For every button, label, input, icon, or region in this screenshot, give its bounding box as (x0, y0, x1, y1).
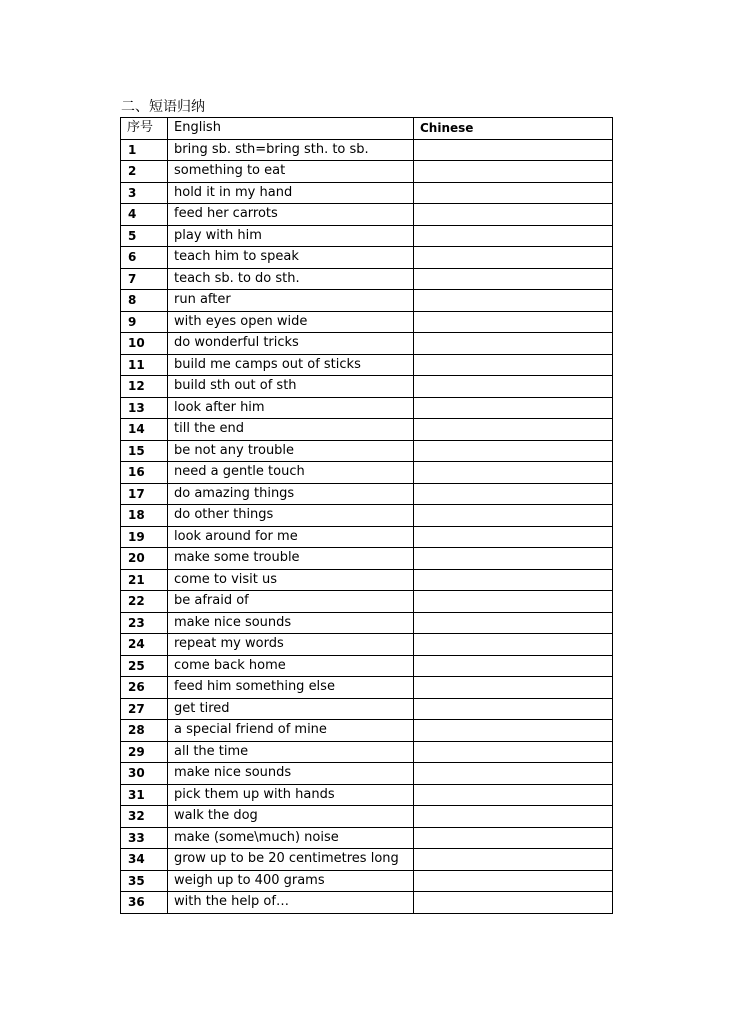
table-row (121, 333, 613, 355)
table-row (121, 161, 613, 183)
table-row (121, 182, 613, 204)
table-row (121, 698, 613, 720)
row-number: 27 (121, 698, 168, 720)
row-english: till the end (168, 419, 414, 441)
row-chinese (414, 763, 613, 785)
row-english: walk the dog (168, 806, 414, 828)
table-row (121, 225, 613, 247)
section-title: 二、短语归纳 (121, 99, 205, 115)
row-number: 6 (121, 247, 168, 269)
row-english: do other things (168, 505, 414, 527)
row-english: grow up to be 20 centimetres long (168, 849, 414, 871)
table-row (121, 440, 613, 462)
row-english: pick them up with hands (168, 784, 414, 806)
row-english: come back home (168, 655, 414, 677)
row-english: weigh up to 400 grams (168, 870, 414, 892)
header-english: English (168, 118, 414, 140)
row-number: 26 (121, 677, 168, 699)
table-row (121, 569, 613, 591)
table-row (121, 870, 613, 892)
row-english: something to eat (168, 161, 414, 183)
row-english: a special friend of mine (168, 720, 414, 742)
table-row (121, 247, 613, 269)
row-chinese (414, 440, 613, 462)
row-number: 1 (121, 139, 168, 161)
row-number: 16 (121, 462, 168, 484)
row-chinese (414, 225, 613, 247)
table-row (121, 268, 613, 290)
row-chinese (414, 268, 613, 290)
row-english: look after him (168, 397, 414, 419)
row-number: 9 (121, 311, 168, 333)
table-row (121, 591, 613, 613)
header-number: 序号 (121, 118, 168, 140)
row-number: 35 (121, 870, 168, 892)
row-number: 10 (121, 333, 168, 355)
row-chinese (414, 419, 613, 441)
table-row (121, 139, 613, 161)
row-chinese (414, 870, 613, 892)
row-chinese (414, 354, 613, 376)
row-chinese (414, 161, 613, 183)
table-row (121, 204, 613, 226)
row-number: 18 (121, 505, 168, 527)
row-chinese (414, 139, 613, 161)
row-number: 11 (121, 354, 168, 376)
row-chinese (414, 741, 613, 763)
row-english: hold it in my hand (168, 182, 414, 204)
table-row (121, 397, 613, 419)
table-row (121, 784, 613, 806)
table-header-row (121, 118, 613, 140)
row-english: get tired (168, 698, 414, 720)
row-chinese (414, 548, 613, 570)
row-chinese (414, 612, 613, 634)
row-number: 12 (121, 376, 168, 398)
row-english: make nice sounds (168, 763, 414, 785)
row-english: all the time (168, 741, 414, 763)
row-chinese (414, 720, 613, 742)
table-row (121, 354, 613, 376)
row-number: 15 (121, 440, 168, 462)
row-number: 32 (121, 806, 168, 828)
table-row (121, 419, 613, 441)
row-chinese (414, 784, 613, 806)
row-english: build sth out of sth (168, 376, 414, 398)
row-english: play with him (168, 225, 414, 247)
row-number: 4 (121, 204, 168, 226)
row-number: 24 (121, 634, 168, 656)
row-number: 34 (121, 849, 168, 871)
row-chinese (414, 182, 613, 204)
row-english: be not any trouble (168, 440, 414, 462)
table-row (121, 290, 613, 312)
row-english: repeat my words (168, 634, 414, 656)
row-english: with eyes open wide (168, 311, 414, 333)
table-row (121, 376, 613, 398)
row-number: 30 (121, 763, 168, 785)
row-chinese (414, 698, 613, 720)
row-english: with the help of… (168, 892, 414, 914)
row-number: 7 (121, 268, 168, 290)
row-chinese (414, 483, 613, 505)
row-number: 31 (121, 784, 168, 806)
row-english: make (some\much) noise (168, 827, 414, 849)
row-chinese (414, 677, 613, 699)
row-number: 36 (121, 892, 168, 914)
row-number: 17 (121, 483, 168, 505)
row-english: feed him something else (168, 677, 414, 699)
row-chinese (414, 655, 613, 677)
row-number: 2 (121, 161, 168, 183)
table-row (121, 763, 613, 785)
row-chinese (414, 505, 613, 527)
table-row (121, 720, 613, 742)
row-chinese (414, 634, 613, 656)
row-english: do wonderful tricks (168, 333, 414, 355)
row-number: 22 (121, 591, 168, 613)
row-number: 23 (121, 612, 168, 634)
row-chinese (414, 827, 613, 849)
row-chinese (414, 247, 613, 269)
table-row (121, 849, 613, 871)
row-number: 25 (121, 655, 168, 677)
table-row (121, 505, 613, 527)
row-number: 13 (121, 397, 168, 419)
row-english: come to visit us (168, 569, 414, 591)
table-row (121, 892, 613, 914)
table-row (121, 634, 613, 656)
row-english: feed her carrots (168, 204, 414, 226)
row-number: 8 (121, 290, 168, 312)
row-number: 33 (121, 827, 168, 849)
row-chinese (414, 204, 613, 226)
row-english: look around for me (168, 526, 414, 548)
row-english: teach him to speak (168, 247, 414, 269)
table-row (121, 677, 613, 699)
row-chinese (414, 376, 613, 398)
phrase-table (120, 117, 613, 914)
row-english: need a gentle touch (168, 462, 414, 484)
row-english: do amazing things (168, 483, 414, 505)
table-row (121, 483, 613, 505)
table-row (121, 526, 613, 548)
table-row (121, 827, 613, 849)
row-chinese (414, 397, 613, 419)
row-number: 29 (121, 741, 168, 763)
table-row (121, 741, 613, 763)
row-english: make nice sounds (168, 612, 414, 634)
row-chinese (414, 806, 613, 828)
row-english: bring sb. sth=bring sth. to sb. (168, 139, 414, 161)
row-number: 14 (121, 419, 168, 441)
table-row (121, 548, 613, 570)
table-row (121, 311, 613, 333)
row-english: teach sb. to do sth. (168, 268, 414, 290)
row-chinese (414, 591, 613, 613)
row-number: 3 (121, 182, 168, 204)
table-row (121, 612, 613, 634)
row-english: build me camps out of sticks (168, 354, 414, 376)
row-english: be afraid of (168, 591, 414, 613)
row-chinese (414, 290, 613, 312)
row-chinese (414, 462, 613, 484)
row-english: run after (168, 290, 414, 312)
row-chinese (414, 526, 613, 548)
table-row (121, 806, 613, 828)
row-number: 5 (121, 225, 168, 247)
row-english: make some trouble (168, 548, 414, 570)
row-chinese (414, 569, 613, 591)
row-chinese (414, 311, 613, 333)
row-number: 20 (121, 548, 168, 570)
table-row (121, 655, 613, 677)
row-number: 21 (121, 569, 168, 591)
row-chinese (414, 892, 613, 914)
row-chinese (414, 333, 613, 355)
row-number: 28 (121, 720, 168, 742)
table-row (121, 462, 613, 484)
header-chinese: Chinese (414, 118, 613, 140)
row-chinese (414, 849, 613, 871)
row-number: 19 (121, 526, 168, 548)
